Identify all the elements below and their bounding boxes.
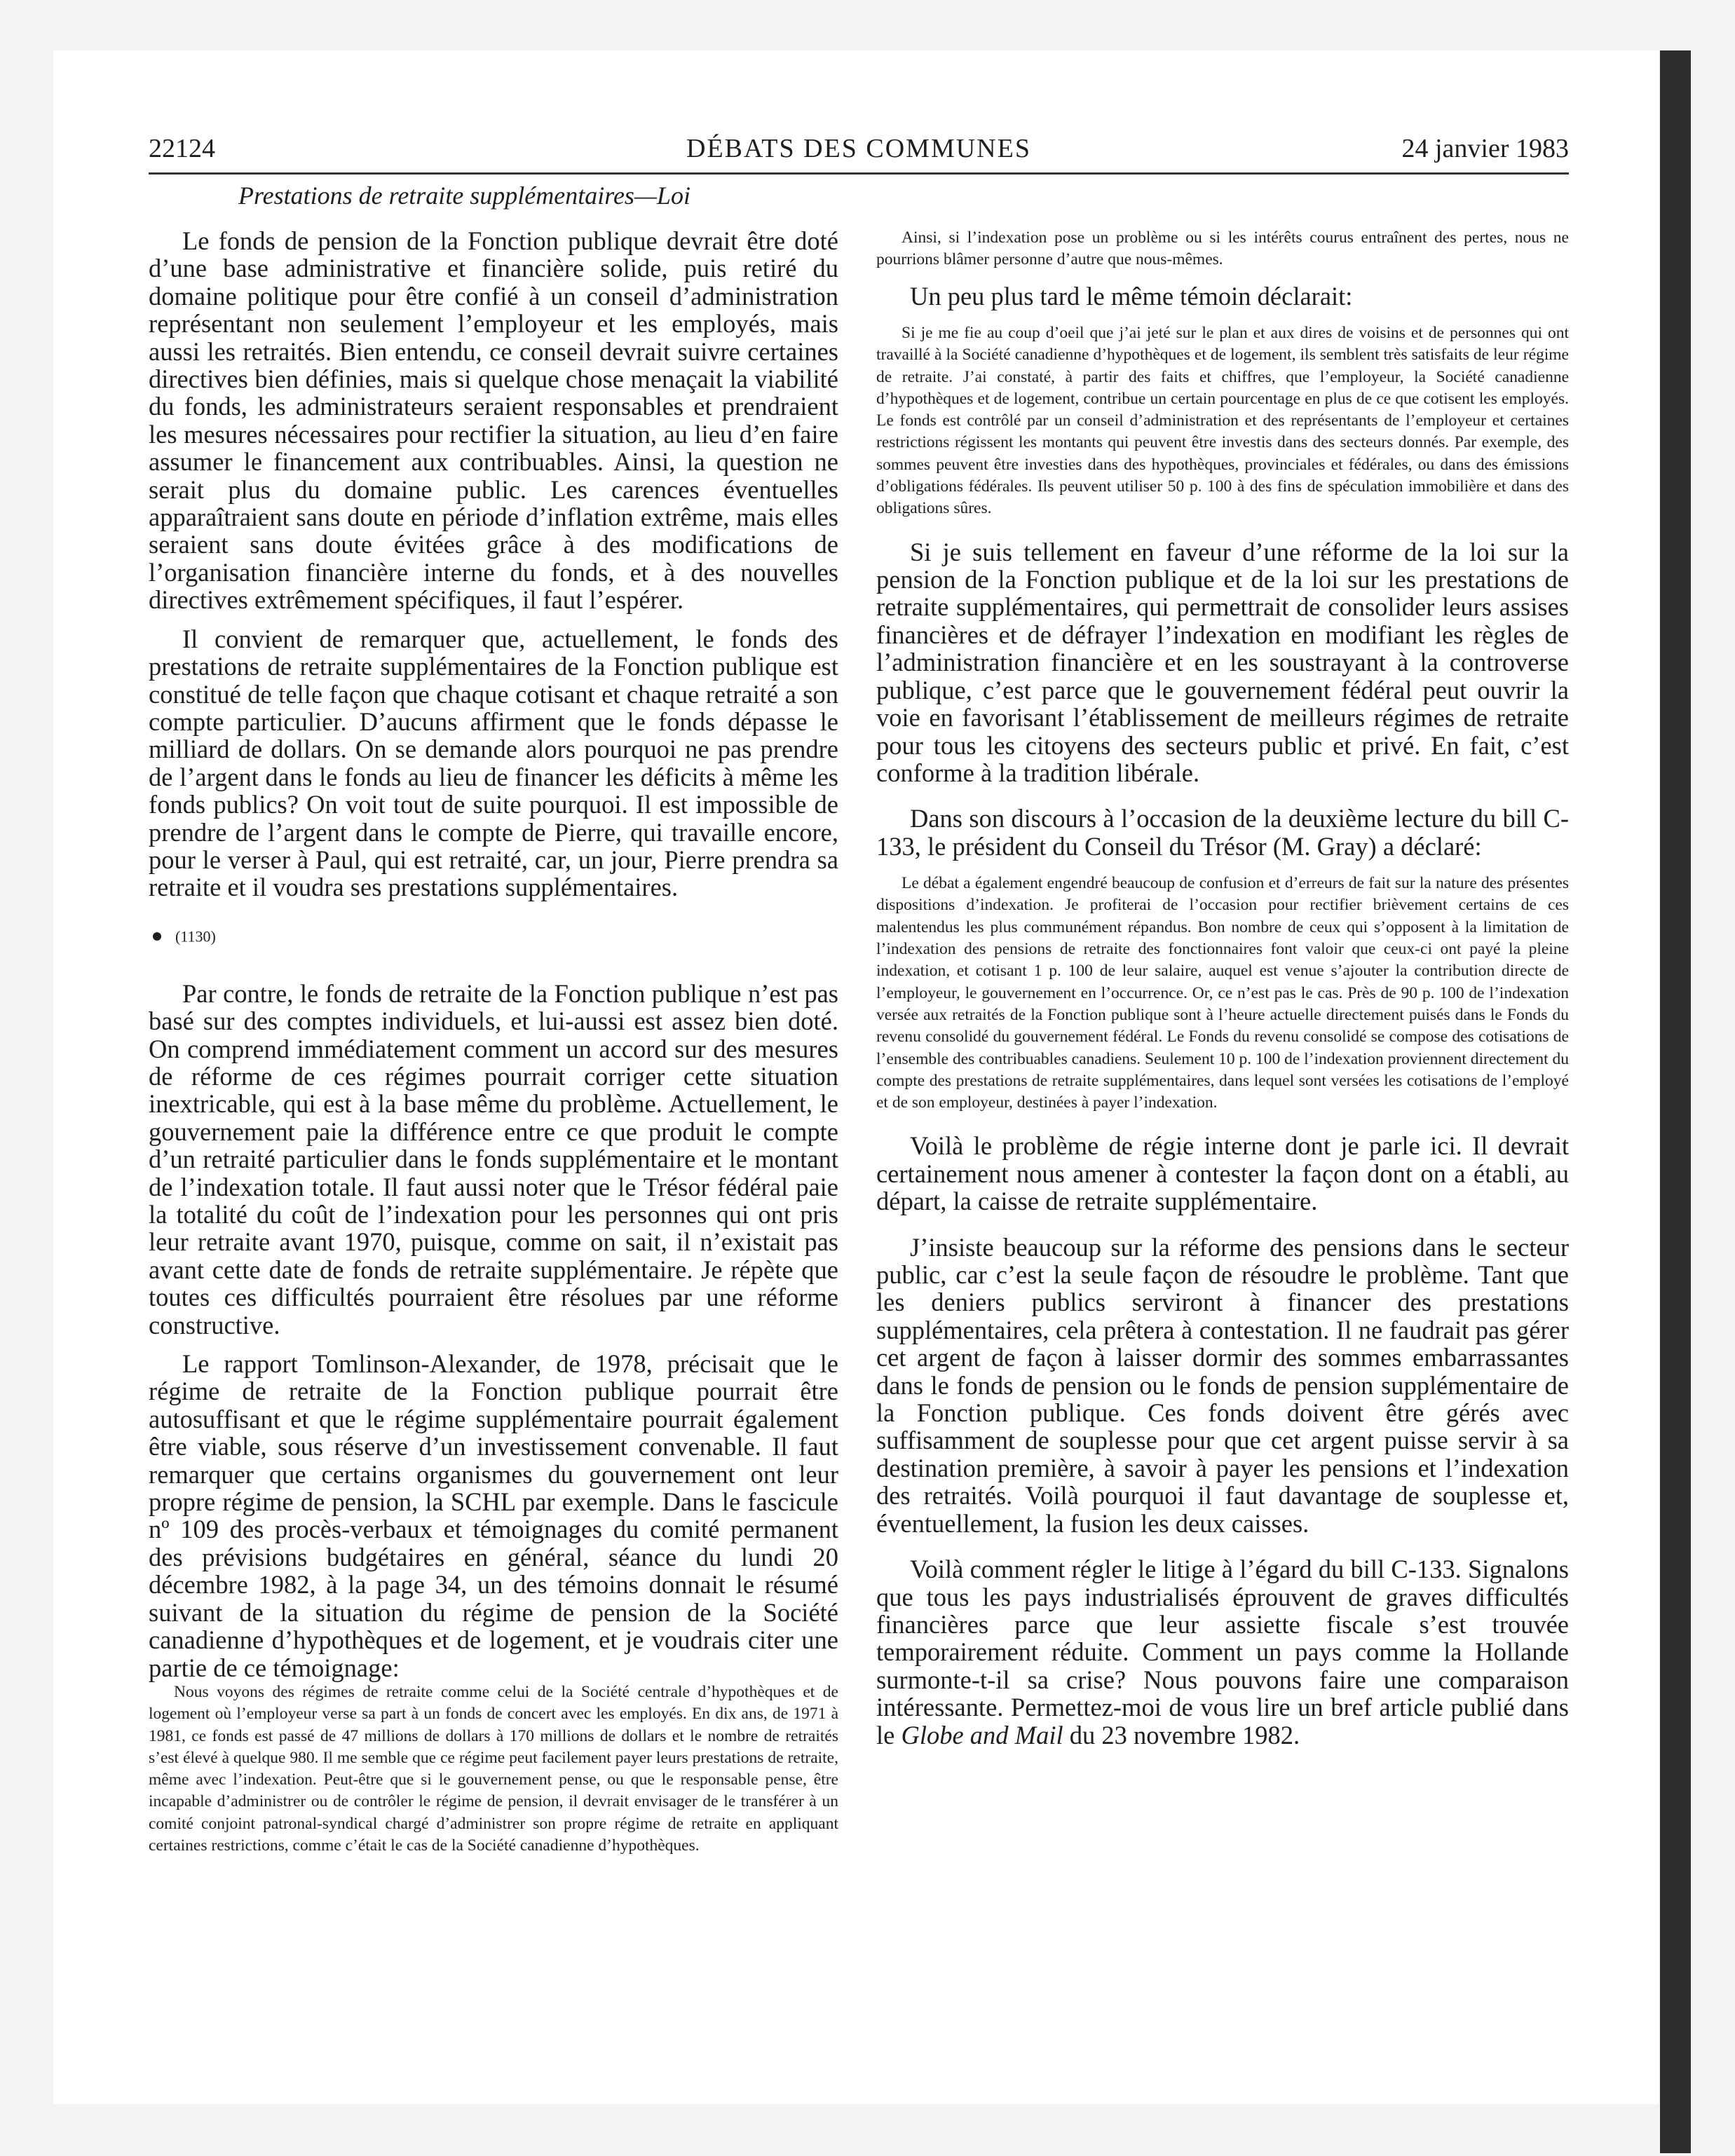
- paragraph: Il convient de remarquer que, actuellement, le fonds des prestations de retraite supplémentaires de la Fonction publique est constitué de telle façon que chaque cotisant et chaque retraité a son compte particulier. D’aucuns affirment que le fonds dépasse le milliard de dollars. On se demande alors pourquoi ne pas prendre de l’argent dans le fonds au lieu de financer les déficits à même les fonds publics? On voit tout de suite pourquoi. Il est impossible de prendre de l’argent dans le compte de Pierre, qui travaille encore, pour le verser à Paul, qui est retraité, car, un jour, Pierre prendra sa retraite et il voudra ses prestations supplémentaires.: [149, 624, 838, 902]
- right-column: [876, 227, 1569, 1749]
- section-subtitle: Prestations de retraite supplémentaires—Loi: [238, 182, 690, 210]
- quotation: Si je me fie au coup d’oeil que j’ai jeté sur le plan et aux dires de voisins et de personnes qui ont travaillé à la Société canadienne d’hypothèques et de logement, ils semblent très satisfaits de leur régime de retraite. J’ai constaté, à partir des faits et chiffres, que l’employeur, la Société canadienne d’hypothèques et de logement, contribue un certain pourcentage en plus de ce que cotisent les employés. Le fonds est contrôlé par un conseil d’administration et des représentants de l’employeur et certaines restrictions régissent les montants qui peuvent être investis dans des secteurs donnés. Par exemple, des sommes peuvent être investies dans des hypothèques, provinciales et fédérales, ou dans des émissions d’obligations fédérales. Ils peuvent utiliser 50 p. 100 à des fins de spéculation immobilière et dans des obligations sûres.: [876, 324, 1569, 518]
- quotation: Ainsi, si l’indexation pose un problème ou si les intérêts courus entraînent des pertes, nous ne pourrions blâmer personne d’autre que nous-mêmes.: [876, 228, 1569, 269]
- scan-edge-bar: [1660, 50, 1691, 2153]
- newspaper-title: Globe and Mail: [901, 1720, 1063, 1749]
- running-header: [149, 130, 1569, 175]
- paragraph: Par contre, le fonds de retraite de la Fonction publique n’est pas basé sur des comptes individuels, et lui-aussi est assez bien doté. On comprend immédiatement comment un accord sur des mesures de réforme de ces régimes pourrait corriger cette situation inextricable, qui est à la base même du problème. Actuellement, le gouvernement paie la différence entre ce que produit le compte d’un retraité particulier dans le fonds supplémentaire et le montant de l’indexation totale. Il faut aussi noter que le Trésor fédéral paie la totalité du coût de l’indexation pour les personnes qui ont pris leur retraite avant 1970, puisque, comme on sait, il n’existait pas avant cette date de fonds de retraite supplémentaire. Je répète que toutes ces difficultés pourraient être résolues par une réforme constructive.: [149, 978, 838, 1339]
- paragraph: Dans son discours à l’occasion de la deuxième lecture du bill C-133, le président du Conseil du Trésor (M. Gray) a déclaré:: [876, 804, 1569, 861]
- quotation: Nous voyons des régimes de retraite comme celui de la Société centrale d’hypothèques et de logement où l’employeur verse sa part à un fonds de concert avec les employés. En dix ans, de 1971 à 1981, ce fonds est passé de 47 millions de dollars à 170 millions de dollars et le nombre de retraités s’est élevé à quelque 980. Il me semble que ce régime peut facilement payer leurs prestations de retraite, même avec l’indexation. Peut-être que si le gouvernement pense, ou que le responsable pense, être incapable d’administrer ou de contrôler le régime de pension, il devrait envisager de le transférer à un comité conjoint patronal-syndical chargé d’administrer son propre régime de retraite en appliquant certaines restrictions, comme c’était le cas de la Société canadienne d’hypothèques.: [149, 1682, 838, 1855]
- paragraph: Le rapport Tomlinson-Alexander, de 1978, précisait que le régime de retraite de la Fonction publique pourrait être autosuffisant et que le régime supplémentaire pourrait également être viable, sous réserve d’un investissement convenable. Il faut remarquer que certains organismes du gouvernement ont leur propre régime de pension, la SCHL par exemple. Dans le fascicule nº 109 des procès-verbaux et témoignages du comité permanent des prévisions budgétaires en général, séance du lundi 20 décembre 1982, à la page 34, un des témoins donnait le résumé suivant de la situation du régime de pension de la Société canadienne d’hypothèques et de logement, et je voudrais citer une partie de ce témoignage:: [149, 1349, 838, 1682]
- paragraph: Un peu plus tard le même témoin déclarait:: [910, 281, 1353, 311]
- time-marker: [149, 921, 838, 949]
- issue-date: 24 janvier 1983: [1401, 134, 1569, 163]
- paragraph: Voilà le problème de régie interne dont je parle ici. Il devrait certainement nous amener à contester la façon dont on a établi, au départ, la caisse de retraite supplémentaire.: [876, 1131, 1569, 1216]
- page-number: 22124: [149, 134, 215, 163]
- time-marker-label: (1130): [175, 927, 216, 945]
- left-column: [149, 227, 838, 1857]
- paragraph-text: Voilà comment régler le litige à l’égard du bill C-133. Signalons que tous les pays industrialisés éprouvent de graves difficultés financières parce que leur assiette fiscale s’est trouvée temporairement réduite. Comment un pays comme la Hollande surmonte-t-il sa crise? Nous pouvons faire une comparaison intéressante. Permettez-moi de vous lire un bref article publié dans le: [876, 1555, 1569, 1749]
- journal-title: DÉBATS DES COMMUNES: [686, 134, 1031, 163]
- paragraph: J’insiste beaucoup sur la réforme des pensions dans le secteur public, car c’est la seule façon de résoudre le problème. Tant que les deniers publics serviront à financer des prestations supplémentaires, cela prêtera à contestation. Il ne faudrait pas gérer cet argent de façon à laisser dormir des sommes embarrassantes dans le fonds de pension ou le fonds de pension supplémentaire de la Fonction publique. Ces fonds doivent être gérés avec suffisamment de souplesse pour que cet argent puisse servir à sa destination première, à savoir à payer les pensions et l’indexation des retraités. Voilà pourquoi il faut davantage de souplesse et, éventuellement, la fusion les deux caisses.: [876, 1232, 1569, 1538]
- paragraph-text: du 23 novembre 1982.: [1063, 1720, 1300, 1749]
- bullet-icon: [153, 932, 161, 941]
- paragraph: [876, 1555, 1569, 1749]
- quotation: Le débat a également engendré beaucoup de confusion et d’erreurs de fait sur la nature des présentes dispositions d’indexation. Je profiterai de l’occasion pour rectifier brièvement certains de ces malentendus les plus communément répandus. Bon nombre de ceux qui s’opposent à la limitation de l’indexation des pensions de retraite des fonctionnaires font valoir que ceux-ci ont payé la pleine indexation, et cotisant 1 p. 100 de leur salaire, auquel est venue s’ajouter la contribution directe de l’employeur, le gouvernement en l’occurrence. Or, ce n’est pas le cas. Près de 90 p. 100 de l’indexation versée aux retraités de la Fonction publique sont à l’heure actuelle directement puisés dans le Fonds du revenu consolidé du gouvernement fédéral. Le Fonds du revenu consolidé se compose des cotisations de l’ensemble des contribuables canadiens. Seulement 10 p. 100 de l’indexation proviennent directement du compte des prestations de retraite supplémentaires, dans lequel sont versées les cotisations de l’employé et de son employeur, destinées à payer l’indexation.: [876, 874, 1570, 1112]
- paragraph: Le fonds de pension de la Fonction publique devrait être doté d’une base administrative et financière solide, puis retiré du domaine politique pour être confié à un conseil d’administration représentant non seulement l’employeur et les employés, mais aussi les retraités. Bien entendu, ce conseil devrait suivre certaines directives bien définies, mais si quelque chose menaçait la viabilité du fonds, les administrateurs seraient responsables et prendraient les mesures nécessaires pour rectifier la situation, au lieu d’en faire assumer le financement aux contribuables. Ainsi, la question ne serait plus du domaine public. Les carences éventuelles apparaîtraient sans doute en période d’inflation extrême, mais elles seraient sans doute évitées grâce à des modifications de l’organisation financière interne du fonds, et à des nouvelles directives extrêmement spécifiques, il faut l’espérer.: [149, 226, 838, 615]
- paragraph: Si je suis tellement en faveur d’une réforme de la loi sur la pension de la Fonction publique et de la loi sur les prestations de retraite supplémentaires, qui permettrait de consolider leurs assises financières et de défrayer l’indexation en modifiant les règles de l’administration financière et en les soustrayant à la controverse publique, c’est parce que le gouvernement fédéral peut ouvrir la voie en favorisant l’établissement de meilleurs régimes de retraite pour tous les citoyens des secteurs public et privé. En fait, c’est conforme à la tradition libérale.: [876, 537, 1569, 787]
